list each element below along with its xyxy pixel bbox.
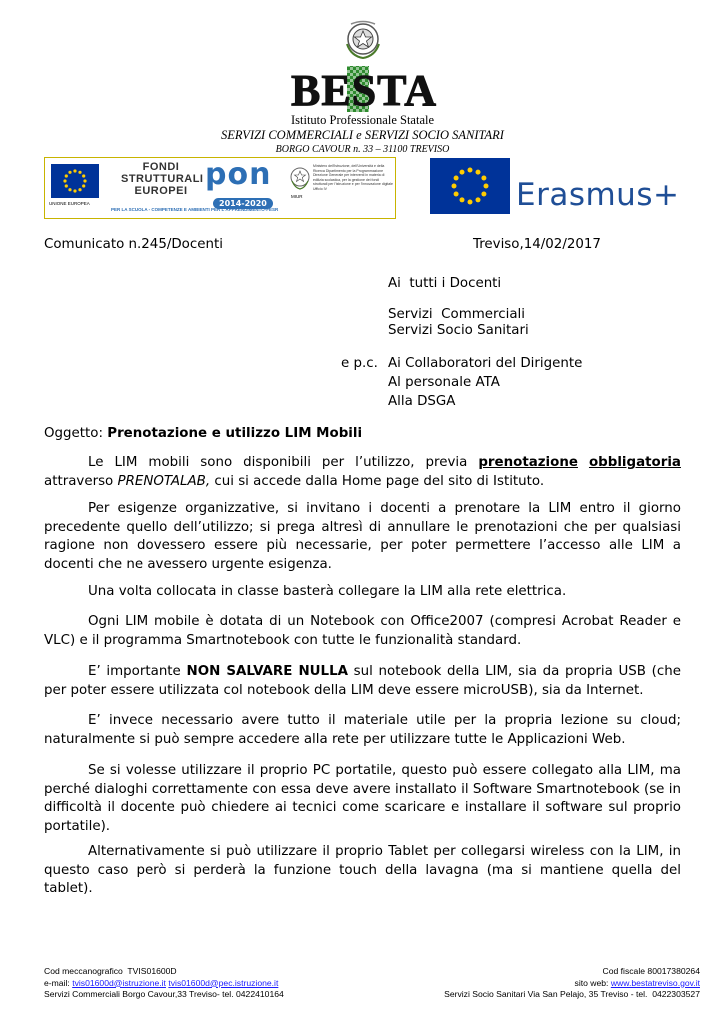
footer-mechanographic-code: Cod meccanografico TVIS01600D — [44, 966, 177, 976]
communique-number: Comunicato n.245/Docenti — [44, 237, 223, 252]
fondi-line-3: EUROPEI — [134, 185, 188, 197]
recipient-1: Ai tutti i Docenti — [388, 276, 502, 291]
recipient-3: Servizi Socio Sanitari — [388, 323, 529, 338]
institute-services: SERVIZI COMMERCIALI e SERVIZI SOCIO SANITARI — [221, 128, 504, 142]
footer-health-address: Servizi Socio Sanitari Via San Pelajo, 35 Treviso - tel. 0422303527 — [444, 989, 700, 1000]
subject-line — [44, 425, 362, 444]
prenotalab-text: PRENOTALAB, — [117, 473, 211, 489]
recipient-2: Servizi Commerciali — [388, 307, 525, 322]
paragraph-3: Una volta collocata in classe basterà collegare la LIM alla rete elettrica. — [88, 584, 567, 599]
reservation-text: prenotazione — [478, 455, 578, 470]
paragraph-1 — [44, 454, 681, 491]
paragraph-2: Per esigenze organizzative, si invitano i docenti a prenotare la LIM entro il giorno precedente quello dell’utilizzo; si prega altresì di annullare le prenotazioni che per qualsiasi ragione non dovessero essere più necessarie, per poter permettere l’accesso alle LIM a docenti che ne avessero urgente esigenza. — [44, 501, 681, 572]
fondi-text — [121, 161, 204, 197]
subject-title: Prenotazione e utilizzo LIM Mobili — [107, 426, 363, 441]
subject-label: Oggetto: — [44, 426, 103, 441]
paragraph-1-f: cui si accede dalla Home page del sito di Istituto. — [214, 473, 545, 489]
paragraph-1-d: attraverso — [44, 473, 114, 489]
pon-years: 2014-2020 — [213, 198, 273, 209]
footer-website-line — [380, 978, 700, 990]
cc-prefix: e p.c. — [341, 356, 378, 371]
paragraph-5-a: E’ importante — [88, 664, 181, 679]
footer-website-link[interactable]: www.bestatreviso.gov.it — [610, 977, 700, 988]
footer-tax-code: Cod fiscale 80017380264 — [602, 966, 700, 976]
do-not-save-text: NON SALVARE NULLA — [186, 664, 348, 679]
footer-left — [44, 966, 374, 1001]
besta-logo — [287, 64, 437, 114]
pon-logo-text: pon — [205, 157, 272, 192]
mandatory-text: obbligatoria — [588, 455, 681, 470]
footer-pec-link[interactable]: tvis01600d@pec.istruzione.it — [168, 977, 279, 988]
pon-tagline: PER LA SCUOLA - COMPETENZE E AMBIENTI PER L'APPRENDIMENTO-FESR — [111, 207, 279, 212]
fondi-line-1: FONDI — [142, 161, 180, 173]
eu-flag-erasmus-icon — [430, 158, 510, 214]
miur-label: MIUR — [291, 194, 303, 199]
eu-flag-icon — [51, 164, 99, 198]
ministry-text: Ministero dell'Istruzione, dell'Università e della Ricerca Dipartimento per la Programmazione Direzione Generale per interventi in materia di edilizia scolastica, per la gestione dei fondi strutturali per l'istruzione e per l'innovazione digitale Ufficio IV — [313, 164, 393, 191]
paragraph-1-a: Le LIM mobili sono disponibili per l’utilizzo, previa — [88, 455, 468, 470]
footer-right — [380, 966, 700, 1001]
paragraph-8: Alternativamente si può utilizzare il proprio Tablet per collegarsi wireless con la LIM, in questo caso però si perderà la funzione touch della lavagna (ma si mantiene quella del tablet). — [44, 844, 681, 897]
italian-emblem-icon — [343, 18, 383, 60]
cc-recipient-2: Al personale ATA — [388, 375, 500, 390]
footer-website-label: sito web: — [574, 977, 609, 988]
erasmus-banner — [430, 158, 690, 216]
paragraph-5 — [44, 663, 681, 700]
footer-email-line — [44, 978, 374, 990]
eu-label: UNIONE EUROPEA — [49, 201, 90, 206]
paragraph-4: Ogni LIM mobile è dotata di un Notebook con Office2007 (compresi Acrobat Reader e VLC) e il programma Smartnotebook con tutte le funzionalità standard. — [44, 614, 681, 648]
paragraph-6: E’ invece necessario avere tutto il materiale utile per la propria lezione su cloud; naturalmente si può sempre accedere alla rete per utilizzare tutte le Applicazioni Web. — [44, 713, 681, 747]
erasmus-text: Erasmus+ — [516, 177, 680, 213]
republic-emblem-icon — [289, 166, 311, 190]
footer-email-link[interactable]: tvis01600d@istruzione.it — [72, 977, 166, 988]
footer-email-label: e-mail: — [44, 977, 70, 988]
pon-logo — [205, 157, 285, 208]
paragraph-5-c: sul notebook della LIM, sia da propria USB (che per poter essere utilizzata col notebook della LIM deve essere microUSB), sia da Internet. — [44, 664, 681, 698]
cc-recipient-1: Ai Collaboratori del Dirigente — [388, 356, 583, 371]
document-date: Treviso,14/02/2017 — [473, 237, 601, 252]
paragraph-7: Se si volesse utilizzare il proprio PC portatile, questo può essere collegato alla LIM, ma perché dialoghi correttamente con essa deve avere installato il Software Smartnotebook (se in difficoltà il docente può chiedere ai tecnici come scaricare e installare il software sul proprio portatile). — [44, 763, 681, 834]
fondi-line-2: STRUTTURALI — [121, 173, 204, 185]
institute-address: BORGO CAVOUR n. 33 – 31100 TREVISO — [275, 144, 450, 155]
besta-logo-text: BESTA — [291, 66, 437, 114]
pon-banner — [44, 157, 396, 219]
cc-recipient-3: Alla DSGA — [388, 394, 456, 409]
footer-commercial-address: Servizi Commerciali Borgo Cavour,33 Treviso- tel. 0422410164 — [44, 989, 284, 1000]
institute-name: Istituto Professionale Statale — [290, 113, 435, 127]
